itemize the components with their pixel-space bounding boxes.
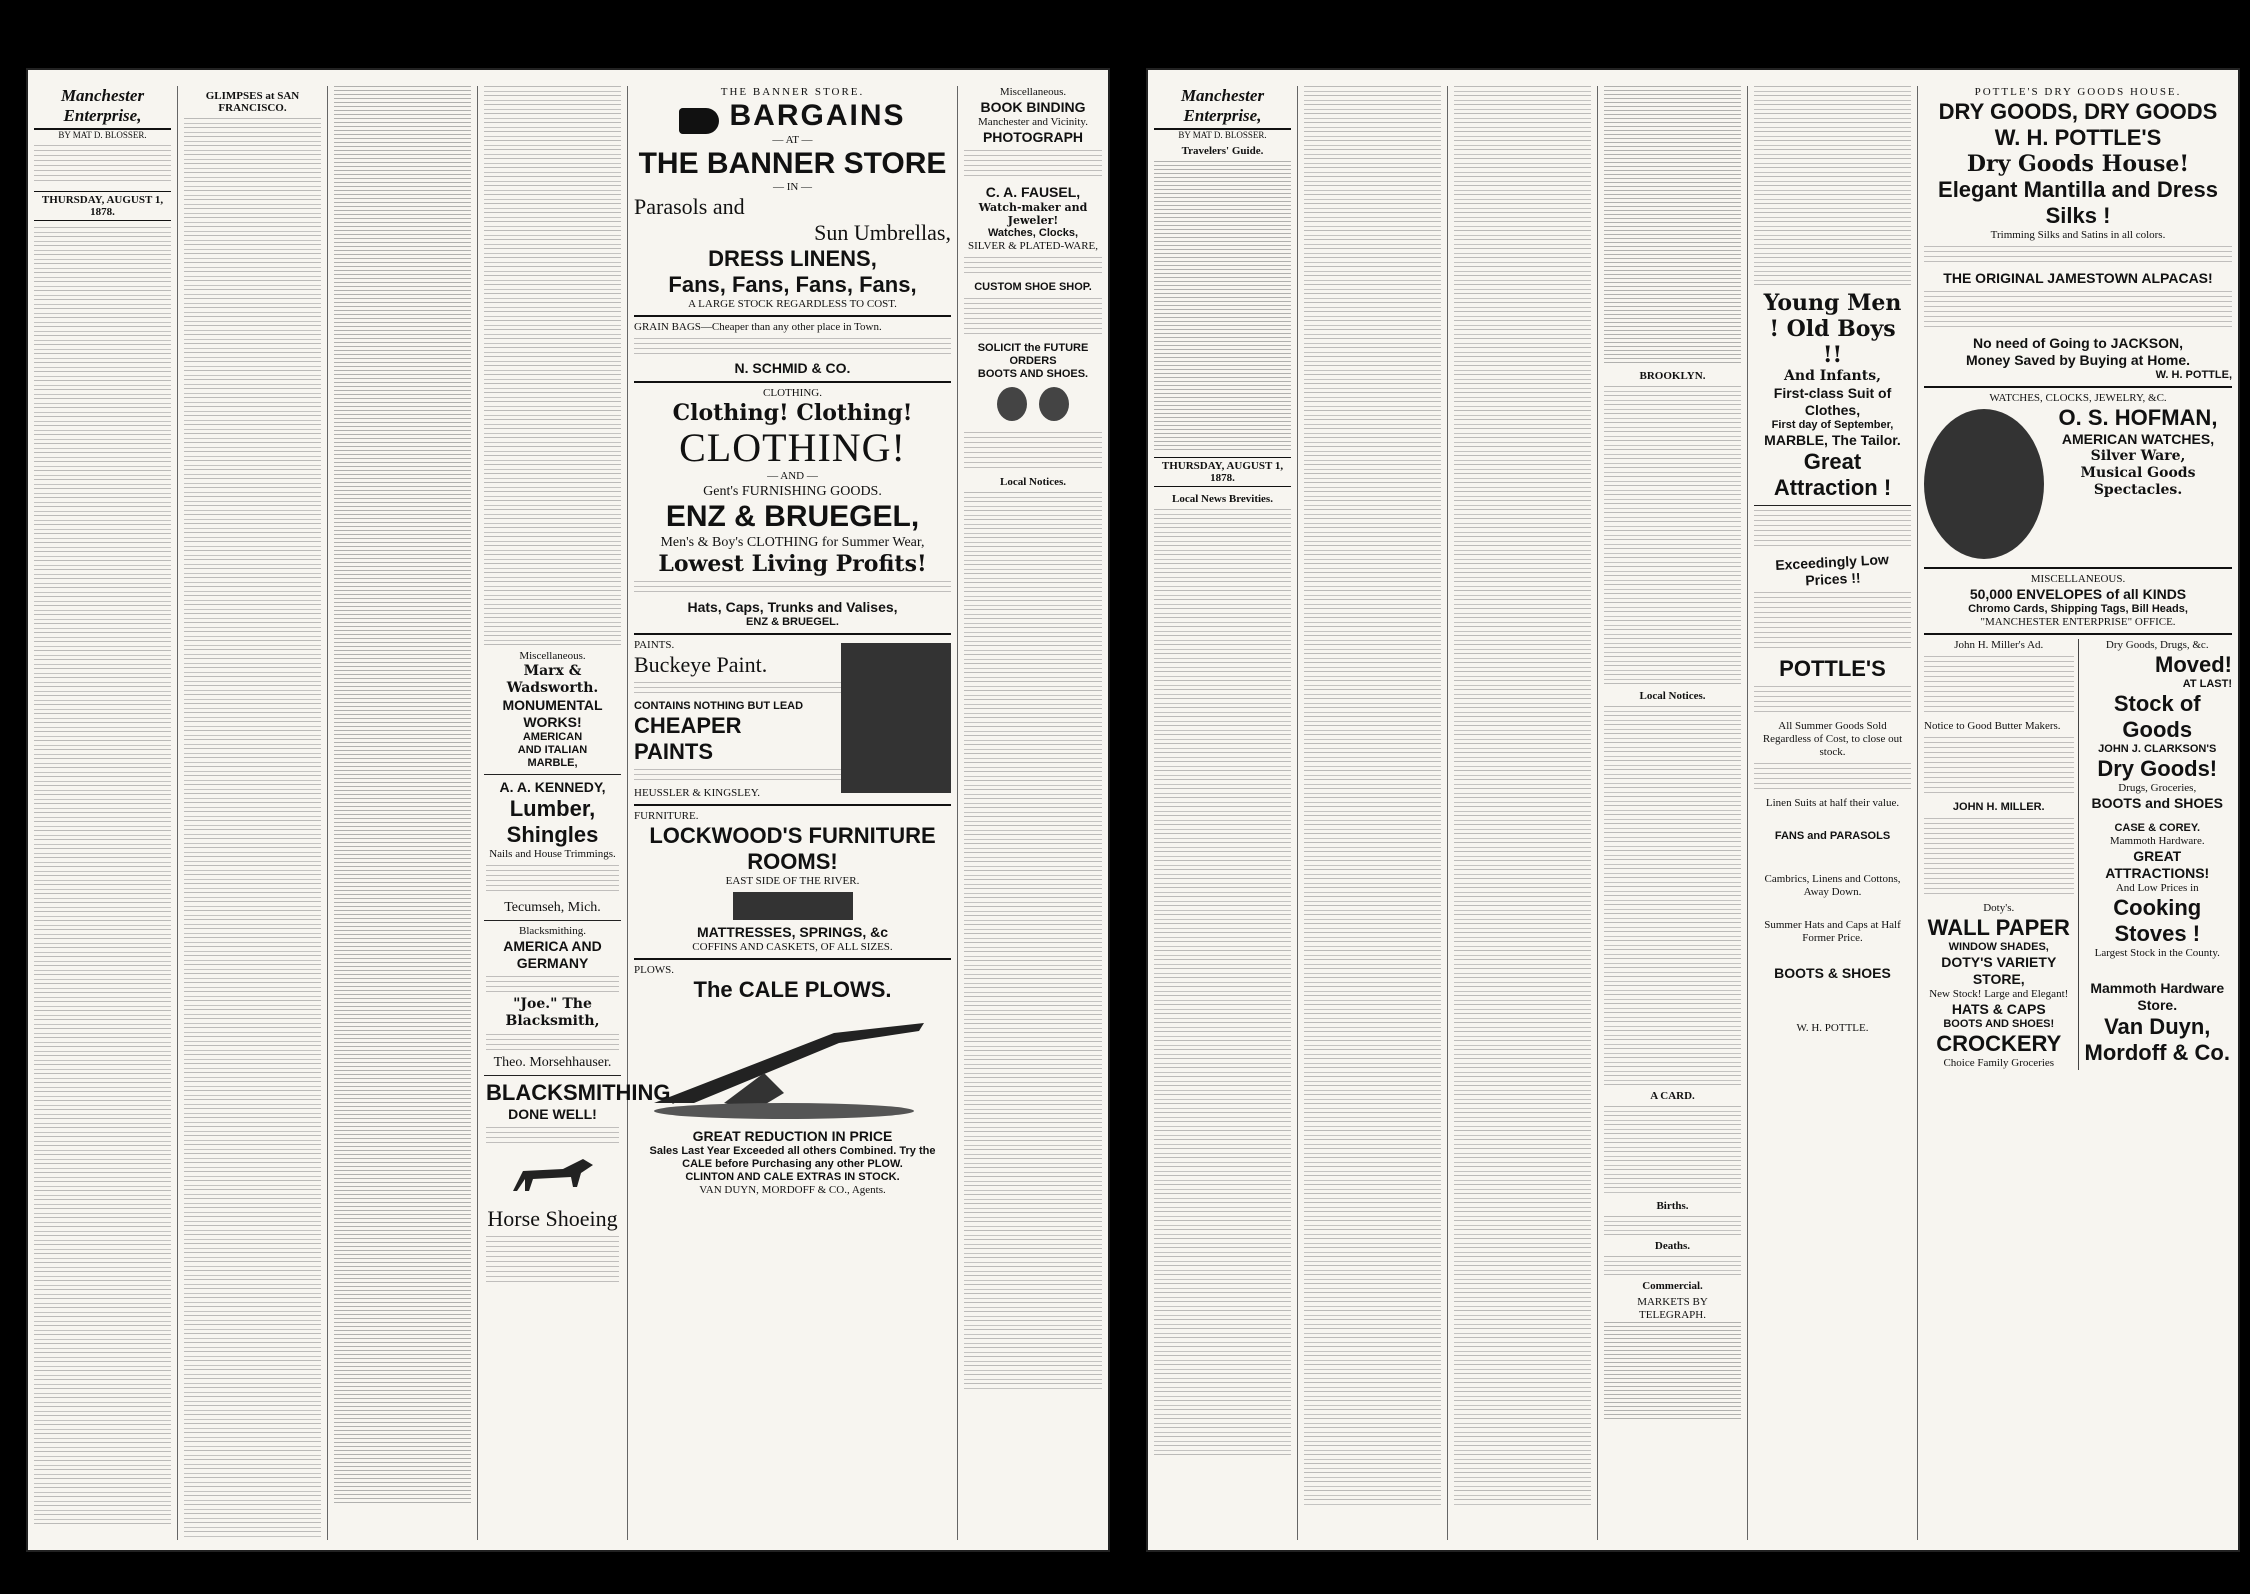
issue-date: THURSDAY, AUGUST 1, 1878. [1154, 457, 1291, 487]
left-page [28, 70, 1108, 1550]
travelers-guide: Travelers' Guide. [1181, 145, 1264, 157]
italian-text: AND ITALIAN [517, 744, 588, 756]
mordoff: Mordoff & Co. [2084, 1040, 2230, 1065]
kennedy-ad: A. A. KENNEDY, [499, 779, 606, 795]
text-block [964, 298, 1102, 338]
pottles: POTTLE'S [1779, 656, 1886, 681]
furniture-header: FURNITURE. [634, 810, 699, 823]
mammoth: Mammoth Hardware. [2109, 835, 2205, 847]
text-block [964, 432, 1102, 472]
pointing-hand-icon [679, 108, 719, 134]
large-stock: A LARGE STOCK REGARDLESS TO COST. [688, 298, 897, 311]
portrait-image [997, 387, 1027, 421]
dotys: Doty's. [1983, 902, 2015, 914]
paint-illustration [841, 643, 951, 793]
text-block [964, 150, 1102, 180]
butter-notice: Notice to Good Butter Makers. [1924, 720, 2061, 732]
deaths-heading: Deaths. [1654, 1240, 1691, 1252]
masthead: Manchester Enterprise, [1154, 86, 1291, 130]
young-men: Young Men ! Old Boys !! [1763, 290, 1902, 368]
lowest-profits: Lowest Living Profits! [658, 551, 927, 578]
window-shades: WINDOW SHADES, [1948, 941, 2049, 953]
brooklyn-heading: BROOKLYN. [1639, 370, 1706, 382]
miller-name: JOHN H. MILLER. [1952, 801, 2045, 813]
great-attraction: Great Attraction ! [1773, 449, 1892, 500]
lumber-ad: Lumber, Shingles [506, 796, 599, 847]
marble-text: MARBLE, [527, 757, 578, 769]
cooking-stoves: Cooking Stoves ! [2113, 895, 2202, 946]
chromo: Chromo Cards, Shipping Tags, Bill Heads, [1968, 603, 2188, 615]
text-block [634, 769, 841, 783]
publisher: BY MAT D. BLOSSER. [58, 130, 147, 140]
blacksmithing-ad: BLACKSMITHING, [486, 1080, 677, 1105]
custom-shoe: CUSTOM SHOE SHOP. [974, 281, 1092, 293]
summer-goods: All Summer Goods Sold Regardless of Cost, to close out stock. [1762, 720, 1903, 758]
text-block [1754, 510, 1911, 550]
contains-lead: CONTAINS NOTHING BUT LEAD [634, 700, 804, 713]
moved: Moved! [2155, 652, 2232, 677]
column-3 [1448, 86, 1598, 1540]
stock-goods: Stock of Goods [2113, 691, 2201, 742]
misc-heading: MISCELLANEOUS. [2030, 573, 2126, 585]
banner-store-column [628, 86, 958, 1540]
coffins: COFFINS AND CASKETS, OF ALL SIZES. [692, 941, 893, 954]
local-notices: Local Notices. [1000, 476, 1066, 488]
markets-heading: MARKETS BY TELEGRAPH. [1637, 1296, 1708, 1321]
misc-heading: Miscellaneous. [519, 650, 586, 662]
clinton-cale: CLINTON AND CALE EXTRAS IN STOCK. [685, 1171, 900, 1184]
umbrellas-text: Sun Umbrellas, [814, 220, 951, 246]
paints-big: PAINTS [634, 739, 714, 765]
timetable [1154, 161, 1291, 451]
article-text [1604, 706, 1741, 1086]
text-block [1924, 818, 2074, 898]
text-block [486, 976, 619, 992]
article-text [1604, 86, 1741, 366]
linen-suits: Linen Suits at half their value. [1765, 797, 1900, 809]
cambrics: Cambrics, Linens and Cottons, Away Down. [1764, 873, 1901, 898]
largest-stock: Largest Stock in the County. [2094, 947, 2220, 959]
masthead: Manchester Enterprise, [34, 86, 171, 130]
marx-ad: Marx & Wadsworth. [506, 663, 599, 696]
issue-date: THURSDAY, AUGUST 1, 1878. [34, 191, 171, 221]
american-watches: AMERICAN WATCHES, [2061, 431, 2215, 447]
text-block [1924, 291, 2232, 331]
article-heading: GLIMPSES at SAN FRANCISCO. [205, 90, 300, 114]
money-saved: Money Saved by Buying at Home. [1965, 352, 2191, 368]
photograph: PHOTOGRAPH [982, 129, 1084, 145]
text-block [1754, 686, 1911, 716]
text-block [634, 338, 951, 356]
horse-illustration [503, 1151, 603, 1201]
article-text [34, 227, 171, 1527]
first-class: First-class Suit of Clothes, [1773, 385, 1892, 418]
cheaper: CHEAPER [634, 713, 742, 739]
cale-plows: The CALE PLOWS. [693, 977, 892, 1003]
article-text [1304, 86, 1441, 1506]
clarkson: JOHN J. CLARKSON'S [2098, 743, 2217, 755]
local-news: Local News Brevities. [1172, 493, 1273, 505]
silver-ware: Silver Ware, [2090, 448, 2186, 464]
parasols-text: Parasols and [634, 194, 745, 220]
low-prices: Exceedingly Low Prices !! [1774, 551, 1890, 589]
vanduyn-agents: VAN DUYN, MORDOFF & CO., Agents. [699, 1184, 886, 1197]
banner-store-header: THE BANNER STORE. [720, 86, 865, 98]
enterprise-office: "MANCHESTER ENTERPRISE" OFFICE. [1980, 616, 2176, 628]
column-5 [1748, 86, 1918, 1540]
column-1 [28, 86, 178, 1540]
book-binding: BOOK BINDING [980, 99, 1086, 115]
boots-shoes-2: BOOTS AND SHOES! [1943, 1018, 2055, 1030]
no-need: No need of Going to JACKSON, [1973, 335, 2183, 351]
solicit: SOLICIT the FUTURE ORDERS [977, 342, 1089, 367]
article-text [1604, 1216, 1741, 1236]
column-6 [1918, 86, 2238, 1540]
musical-goods: Musical Goods [2080, 465, 2196, 481]
dry-goods-drugs: Dry Goods, Drugs, &c. [2105, 639, 2209, 651]
column-1 [1148, 86, 1298, 1540]
text-block [1924, 656, 2074, 716]
jamestown: THE ORIGINAL JAMESTOWN ALPACAS! [1943, 270, 2213, 286]
text-block [1754, 592, 1911, 652]
hats-caps: HATS & CAPS [1951, 1001, 2046, 1017]
great-attractions: GREAT ATTRACTIONS! [2105, 848, 2210, 881]
dry-goods: DRY GOODS, DRY GOODS [1938, 99, 2218, 124]
portrait-image [1039, 387, 1069, 421]
n-schmid: N. SCHMID & CO. [734, 360, 851, 377]
done-well: DONE WELL! [508, 1106, 597, 1122]
column-2 [1298, 86, 1448, 1540]
text-block [486, 1236, 619, 1286]
card-heading: A CARD. [1650, 1090, 1695, 1102]
watchmaker: Watch-maker and Jeweler! [978, 201, 1088, 227]
low-prices-in: And Low Prices in [2115, 882, 2199, 894]
sales-last: Sales Last Year Exceeded all others Combined. Try the CALE before Purchasing any other PLOW. [649, 1145, 936, 1171]
tecumseh-text: Tecumseh, Mich. [504, 900, 601, 915]
article-text [484, 86, 621, 646]
dress-linens: DRESS LINENS, [708, 246, 877, 272]
wall-paper: WALL PAPER [1927, 915, 2070, 940]
text-block [634, 682, 841, 696]
doty-variety: DOTY'S VARIETY STORE, [1941, 954, 2057, 987]
wh-pottles: W. H. POTTLE'S [1994, 125, 2162, 150]
drugs-groceries: Drugs, Groceries, [2118, 782, 2197, 794]
plows-header: PLOWS. [634, 964, 675, 977]
enz-bruegel: ENZ & BRUEGEL, [665, 500, 920, 534]
theo-name: Theo. Morsehhauser. [493, 1055, 612, 1070]
boots-shoes-3: BOOTS and SHOES [2091, 795, 2223, 811]
at-text: — AT — [772, 134, 813, 147]
watches-header: WATCHES, CLOCKS, JEWELRY, &C. [1989, 392, 2167, 404]
right-page [1148, 70, 2238, 1550]
spectacles: Spectacles. [2093, 482, 2183, 498]
fans-parasols: FANS and PARASOLS [1774, 830, 1891, 842]
column-3 [328, 86, 478, 1540]
clothing-exclaim: Clothing! Clothing! [672, 400, 913, 427]
text-block [1754, 763, 1911, 793]
crockery: CROCKERY [1936, 1031, 2062, 1056]
enz-bruegel-2: ENZ & BRUEGEL. [746, 616, 839, 629]
article-text [1154, 509, 1291, 1459]
publisher: BY MAT D. BLOSSER. [1178, 130, 1267, 140]
bargains-heading: BARGAINS [729, 99, 906, 132]
article-text [1604, 386, 1741, 686]
watch-illustration [1924, 409, 2044, 559]
misc-heading: Miscellaneous. [999, 86, 1067, 98]
article-text [1604, 1256, 1741, 1276]
horse-shoeing: Horse Shoeing [487, 1206, 618, 1231]
dry-goods-house: Dry Goods House! [1966, 151, 2190, 177]
fans-text: Fans, Fans, Fans, Fans, [668, 272, 917, 298]
gutter [1108, 0, 1148, 1594]
mens-clothing: Men's & Boy's CLOTHING for Summer Wear, [660, 535, 925, 551]
hats-caps: Hats, Caps, Trunks and Valises, [687, 599, 898, 616]
text-block [964, 257, 1102, 277]
text-block [34, 145, 171, 185]
wh-pottle: W. H. POTTLE, [2155, 369, 2232, 381]
column-4 [1598, 86, 1748, 1540]
local-notices: Local Notices. [1639, 690, 1706, 702]
gents-goods: Gent's FURNISHING GOODS. [703, 484, 882, 500]
births-heading: Births. [1656, 1200, 1689, 1212]
text-block [486, 1127, 619, 1147]
clothing-header: CLOTHING. [763, 387, 822, 400]
trimming: Trimming Silks and Satins in all colors. [1990, 229, 2166, 241]
envelopes: 50,000 ENVELOPES of all KINDS [1969, 586, 2187, 602]
fausel: C. A. FAUSEL, [985, 184, 1081, 200]
in-text: — IN — [772, 181, 813, 194]
at-last: AT LAST! [2182, 678, 2232, 690]
elegant-silks: Elegant Mantilla and Dress Silks ! [1938, 177, 2218, 228]
article-text [1454, 86, 1591, 1506]
article-text [964, 492, 1102, 1392]
text-block [486, 1034, 619, 1050]
watches-clocks: Watches, Clocks, [987, 227, 1079, 239]
text-block [1924, 737, 2074, 797]
commercial-heading: Commercial. [1642, 1280, 1703, 1292]
east-side: EAST SIDE OF THE RIVER. [725, 875, 860, 888]
mattresses: MATTRESSES, SPRINGS, &c [696, 924, 889, 941]
dry-goods-exclaim: Dry Goods! [2097, 756, 2218, 781]
hofman: O. S. HOFMAN, [2058, 405, 2218, 430]
millers-ad: John H. Miller's Ad. [1954, 639, 2044, 651]
buckeye-paint: Buckeye Paint. [634, 652, 768, 678]
article-text [1604, 1106, 1741, 1196]
america-germany: AMERICA AND GERMANY [503, 938, 602, 971]
column-2 [178, 86, 328, 1540]
boots-shoes: BOOTS AND SHOES. [977, 368, 1089, 380]
choice-groceries: Choice Family Groceries [1943, 1057, 2055, 1069]
silver-plated: SILVER & PLATED-WARE, [967, 240, 1099, 252]
nails-text: Nails and House Trimmings. [489, 848, 616, 860]
mammoth-store: Mammoth Hardware Store. [2090, 980, 2225, 1013]
text-block [486, 865, 619, 895]
pottle-header: POTTLE'S DRY GOODS HOUSE. [1974, 86, 2182, 98]
sofa-illustration [733, 892, 853, 920]
article-text [334, 86, 471, 1506]
clothing-big: CLOTHING! [679, 425, 906, 471]
new-stock: New Stock! Large and Elegant! [1929, 988, 2069, 1000]
article-text [1754, 86, 1911, 286]
text-block [1924, 246, 2232, 266]
paints-header: PAINTS. [634, 639, 675, 652]
monumental-ad: MONUMENTAL WORKS! [502, 697, 603, 730]
and-text: — AND — [767, 470, 818, 483]
joe-blacksmith: "Joe." The Blacksmith, [505, 996, 600, 1029]
grain-bags: GRAIN BAGS—Cheaper than any other place in Town. [634, 321, 882, 334]
first-day: First day of September, [1771, 419, 1894, 431]
infants: And Infants, [1784, 368, 1881, 384]
article-text [184, 118, 321, 1538]
market-text [1604, 1322, 1741, 1422]
lockwood-rooms: LOCKWOOD'S FURNITURE ROOMS! [649, 823, 936, 875]
text-block [634, 581, 951, 595]
heusseler: HEUSSLER & KINGSLEY. [634, 787, 761, 800]
wh-pottle: W. H. POTTLE. [1796, 1022, 1869, 1034]
american-text: AMERICAN [522, 731, 583, 743]
manchester-vicinity: Manchester and Vicinity. [978, 116, 1088, 128]
plow-illustration [634, 1003, 934, 1123]
van-duyn: Van Duyn, [2104, 1014, 2211, 1039]
summer-hats: Summer Hats and Caps at Half Former Price. [1764, 919, 1901, 944]
marble-tailor: MARBLE, The Tailor. [1764, 432, 1901, 448]
column-6 [958, 86, 1108, 1540]
boots-shoes: BOOTS & SHOES [1774, 965, 1891, 981]
great-reduction: GREAT REDUCTION IN PRICE [692, 1128, 893, 1145]
blacksmith-heading: Blacksmithing. [519, 925, 586, 937]
case-corey: CASE & COREY. [2114, 822, 2201, 834]
banner-store-title: THE BANNER STORE [638, 147, 947, 181]
